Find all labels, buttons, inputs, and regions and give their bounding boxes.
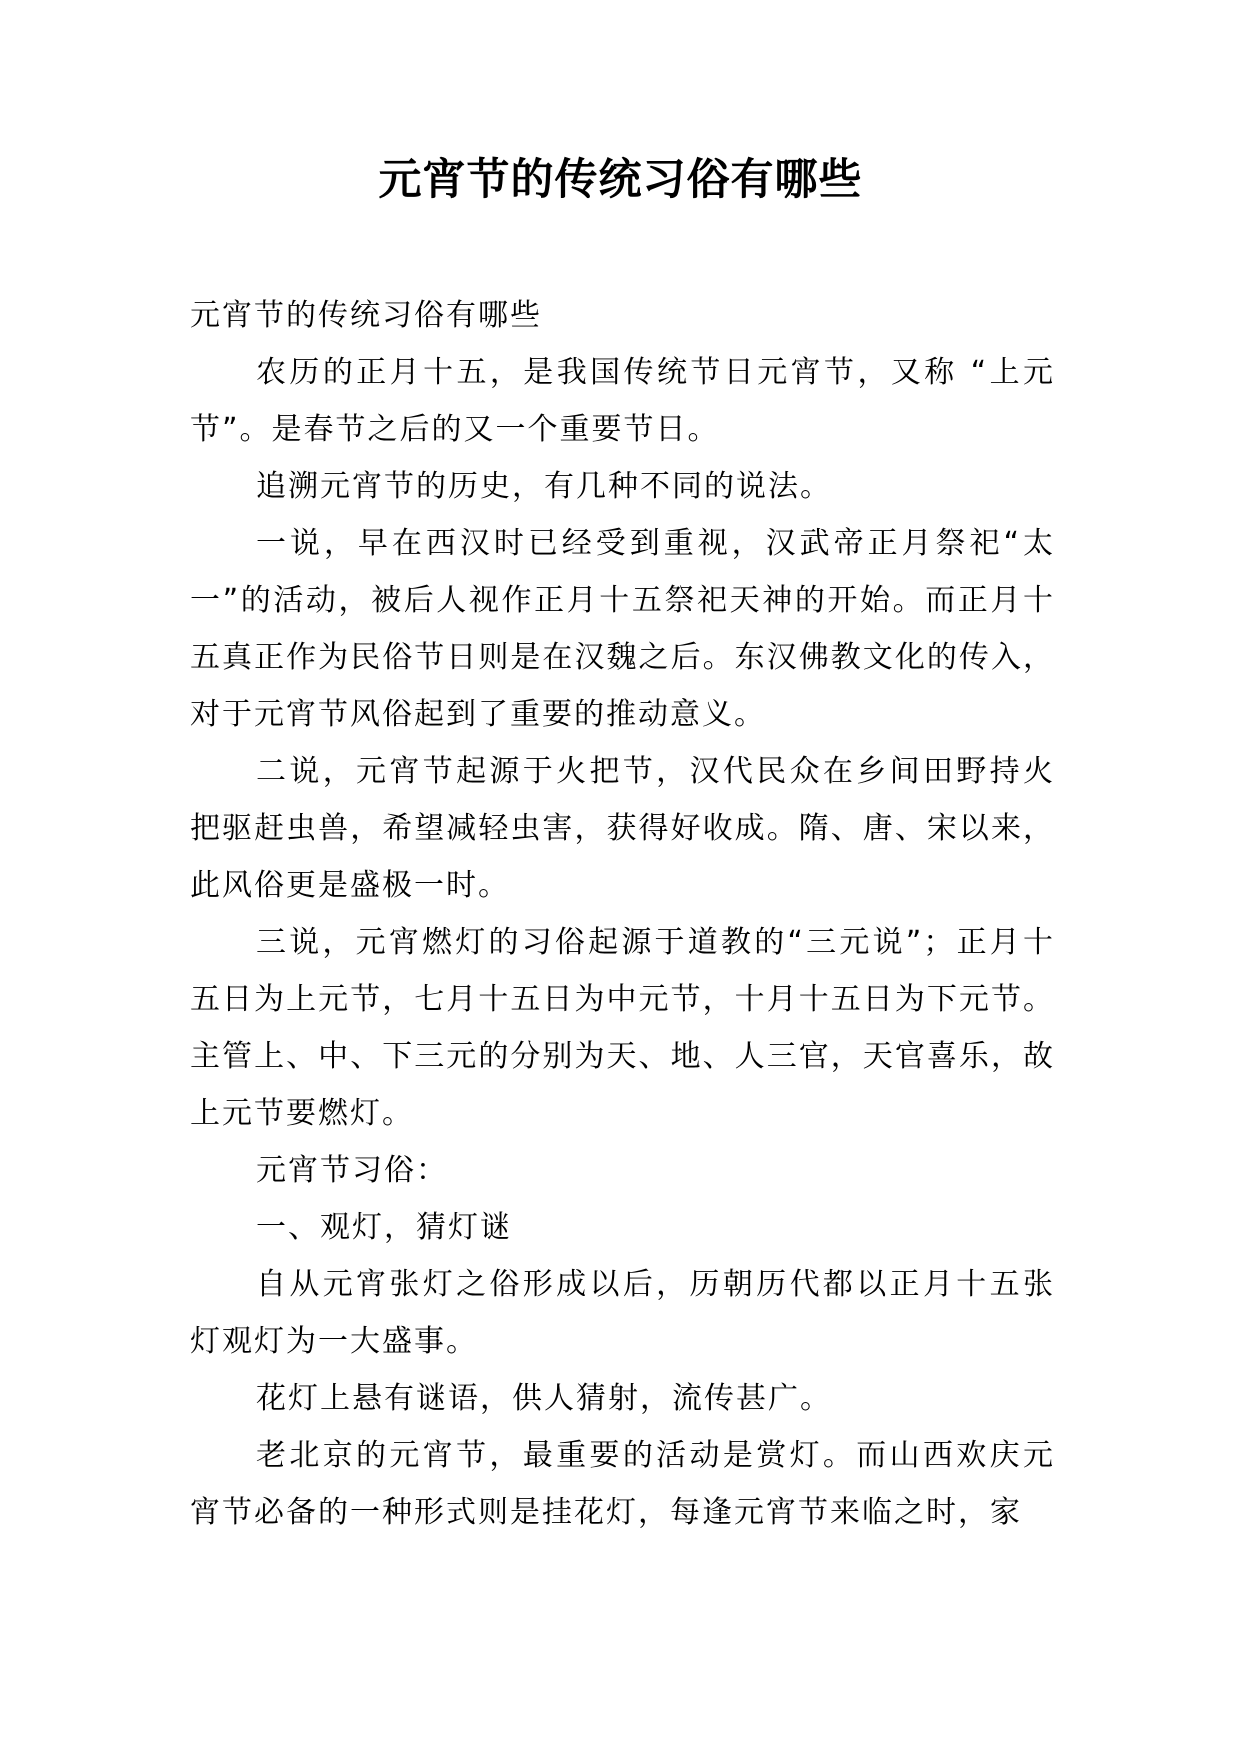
body-paragraph: 花灯上悬有谜语，供人猜射，流传甚广。 [256,1381,832,1416]
document-title: 元宵节的传统习俗有哪些 [378,155,863,205]
body-paragraph: 追溯元宵节的历史，有几种不同的说法。 [256,469,832,504]
body-paragraph: 二说，元宵节起源于火把节，汉代民众在乡间田野持火把驱赶虫兽，希望减轻虫害，获得好收成。隋、唐、宋以来，此风俗更是盛极一时。 [190,754,1055,903]
body-paragraph: 农历的正月十五，是我国传统节日元宵节，又称 “上元节”。是春节之后的又一个重要节日。 [190,355,1055,447]
body-paragraph: 一说，早在西汉时已经受到重视，汉武帝正月祭祀“太一”的活动，被后人视作正月十五祭祀天神的开始。而正月十五真正作为民俗节日则是在汉魏之后。东汉佛教文化的传入，对于元宵节风俗起到了重要的推动意义。 [190,526,1055,732]
section-subheading: 一、观灯，猜灯谜 [256,1210,512,1245]
body-paragraph: 元宵节的传统习俗有哪些 [190,298,542,333]
body-paragraph: 老北京的元宵节，最重要的活动是赏灯。而山西欢庆元宵节必备的一种形式则是挂花灯，每逢元宵节来临之时，家 [190,1438,1055,1530]
body-paragraph: 自从元宵张灯之俗形成以后，历朝历代都以正月十五张灯观灯为一大盛事。 [190,1267,1055,1359]
document-body [190,287,1055,1541]
section-heading: 元宵节习俗： [256,1153,448,1188]
body-paragraph: 三说，元宵燃灯的习俗起源于道教的“三元说”；正月十五日为上元节，七月十五日为中元节，十月十五日为下元节。主管上、中、下三元的分别为天、地、人三官，天官喜乐，故上元节要燃灯。 [190,925,1055,1131]
